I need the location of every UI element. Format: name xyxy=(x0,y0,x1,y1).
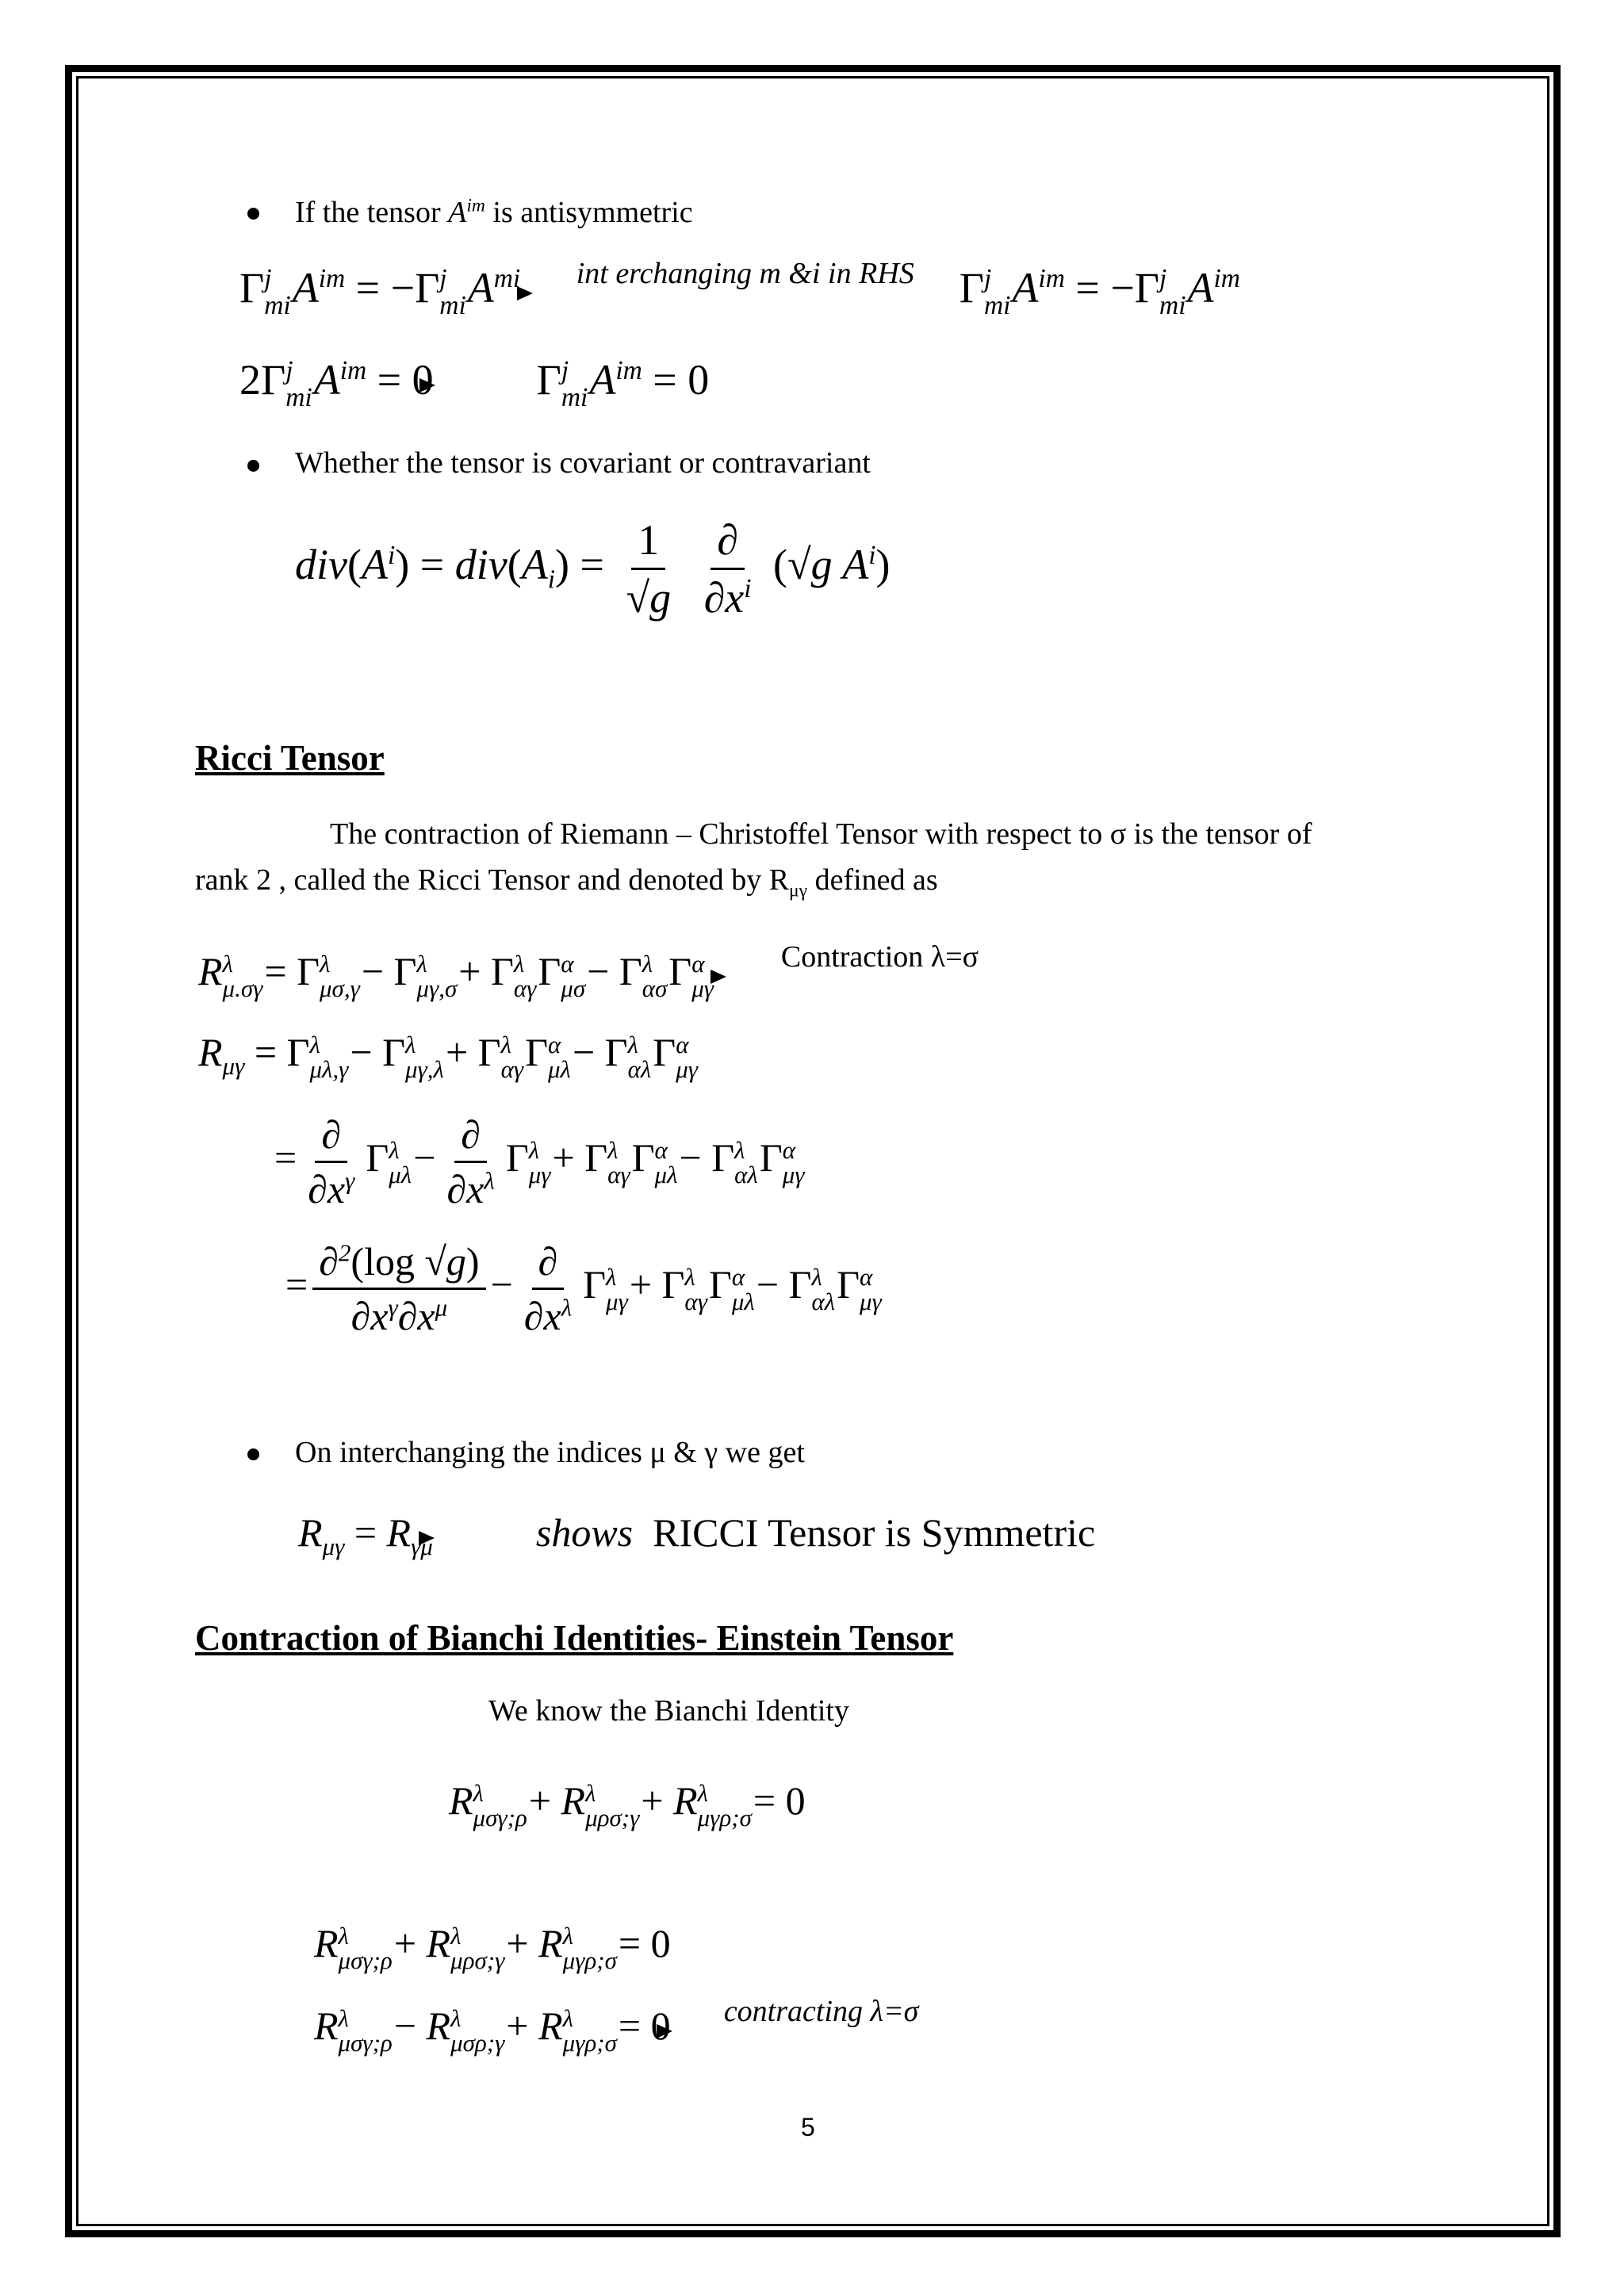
section-heading-ricci: Ricci Tensor xyxy=(195,738,385,778)
equation-antisymmetric-swap: Γ j mi $A^{im} = -\Gamma$ j mi $A^{mi}$ int erchanging m &i in RHS Γ j mi $A^{im} = -\Gamma$ j mi $A^{im}$ xyxy=(239,256,1240,320)
arrow-label: Contraction λ=σ xyxy=(780,939,979,974)
equation-bianchi-identity: R λ μσγ;ρ + R λ μρσ;γ + R λ μγρ;σ = 0 xyxy=(449,1778,806,1831)
bullet-covariant: Whether the tensor is covariant or contravariant xyxy=(295,446,871,480)
equation-ricci-log: = $\frac{\partial^2(\log √g)}{\partial x^\gamma\partial x^\mu}$ − $\frac{\partial}{\partial x^\lambda}$ Γ λ μγ + Γ λ αγ Γ α μλ − Γ λ αλ Γ α μγ xyxy=(285,1238,882,1338)
bullet-text: is antisymmetric xyxy=(485,196,693,229)
paragraph-text: rank 2 , called the Ricci Tensor and denoted by R xyxy=(195,863,790,897)
bullet-text: If the tensor xyxy=(295,196,449,229)
shows-text: shows xyxy=(535,1510,634,1555)
arrow-label: contracting λ=σ xyxy=(723,1994,919,2028)
symmetric-statement: RICCI Tensor is Symmetric xyxy=(653,1510,1096,1555)
bullet-antisymmetric xyxy=(295,195,693,230)
equation-ricci-symmetric: $R_{\mu\gamma} = R_{\gamma\mu}$ shows RICCI Tensor is Symmetric xyxy=(298,1510,1096,1560)
tensor-index: im xyxy=(466,195,485,216)
ricci-paragraph-line1: The contraction of Riemann – Christoffel Tensor with respect to σ is the tensor of xyxy=(330,817,1312,851)
equation-divergence: $div(A^i) = div(A_i)$ = $\frac{1}{√g}$ $\frac{\partial}{\partial x^i}$ (√g $A^i$) xyxy=(295,516,891,622)
arrow-label: int erchanging m &i in RHS xyxy=(576,256,914,290)
ricci-subscript: μγ xyxy=(789,880,808,901)
tensor-symbol: A xyxy=(448,196,467,229)
equation-ricci-definition: $R_{\mu\gamma} = \Gamma$ λ μλ,γ − Γ λ μγ,λ + Γ λ αγ Γ α μλ − Γ λ αλ Γ α μγ xyxy=(198,1030,698,1083)
bullet-interchanging: On interchanging the indices μ & γ we get xyxy=(295,1436,805,1469)
equation-ricci-partial: = $\frac{\partial}{\partial x^\gamma}$ Γ λ μλ − $\frac{\partial}{\partial x^\lambda}$ Γ λ μγ + Γ λ αγ Γ α μλ − Γ λ αλ Γ α μγ xyxy=(274,1112,805,1211)
ricci-paragraph-line2 xyxy=(195,863,938,902)
page-number: 5 xyxy=(801,2113,815,2141)
paragraph-text: defined as xyxy=(807,863,938,897)
equation-bianchi-repeat: R λ μσγ;ρ + R λ μρσ;γ + R λ μγρ;σ = 0 xyxy=(314,1921,671,1974)
equation-riemann-expansion: R λ μ.σγ = Γ λ μσ,γ − Γ λ μγ,σ + Γ λ αγ Γ α μσ − Γ λ ασ Γ α μγ Contraction λ=σ xyxy=(198,948,1034,1001)
bianchi-intro: We know the Bianchi Identity xyxy=(488,1694,849,1728)
bullet-dot xyxy=(247,208,259,220)
section-heading-bianchi: Contraction of Bianchi Identities- Einstein Tensor xyxy=(195,1618,954,1658)
bullet-dot xyxy=(247,1448,259,1460)
equation-zero-result: 2Γ j mi $A^{im} = 0$ Γ j mi $A^{im} = 0$ xyxy=(239,356,710,412)
bullet-dot xyxy=(247,460,259,472)
equation-bianchi-rearranged: R λ μσγ;ρ − R λ μσρ;γ + R λ μγρ;σ = 0 contracting λ=σ xyxy=(314,2003,972,2055)
